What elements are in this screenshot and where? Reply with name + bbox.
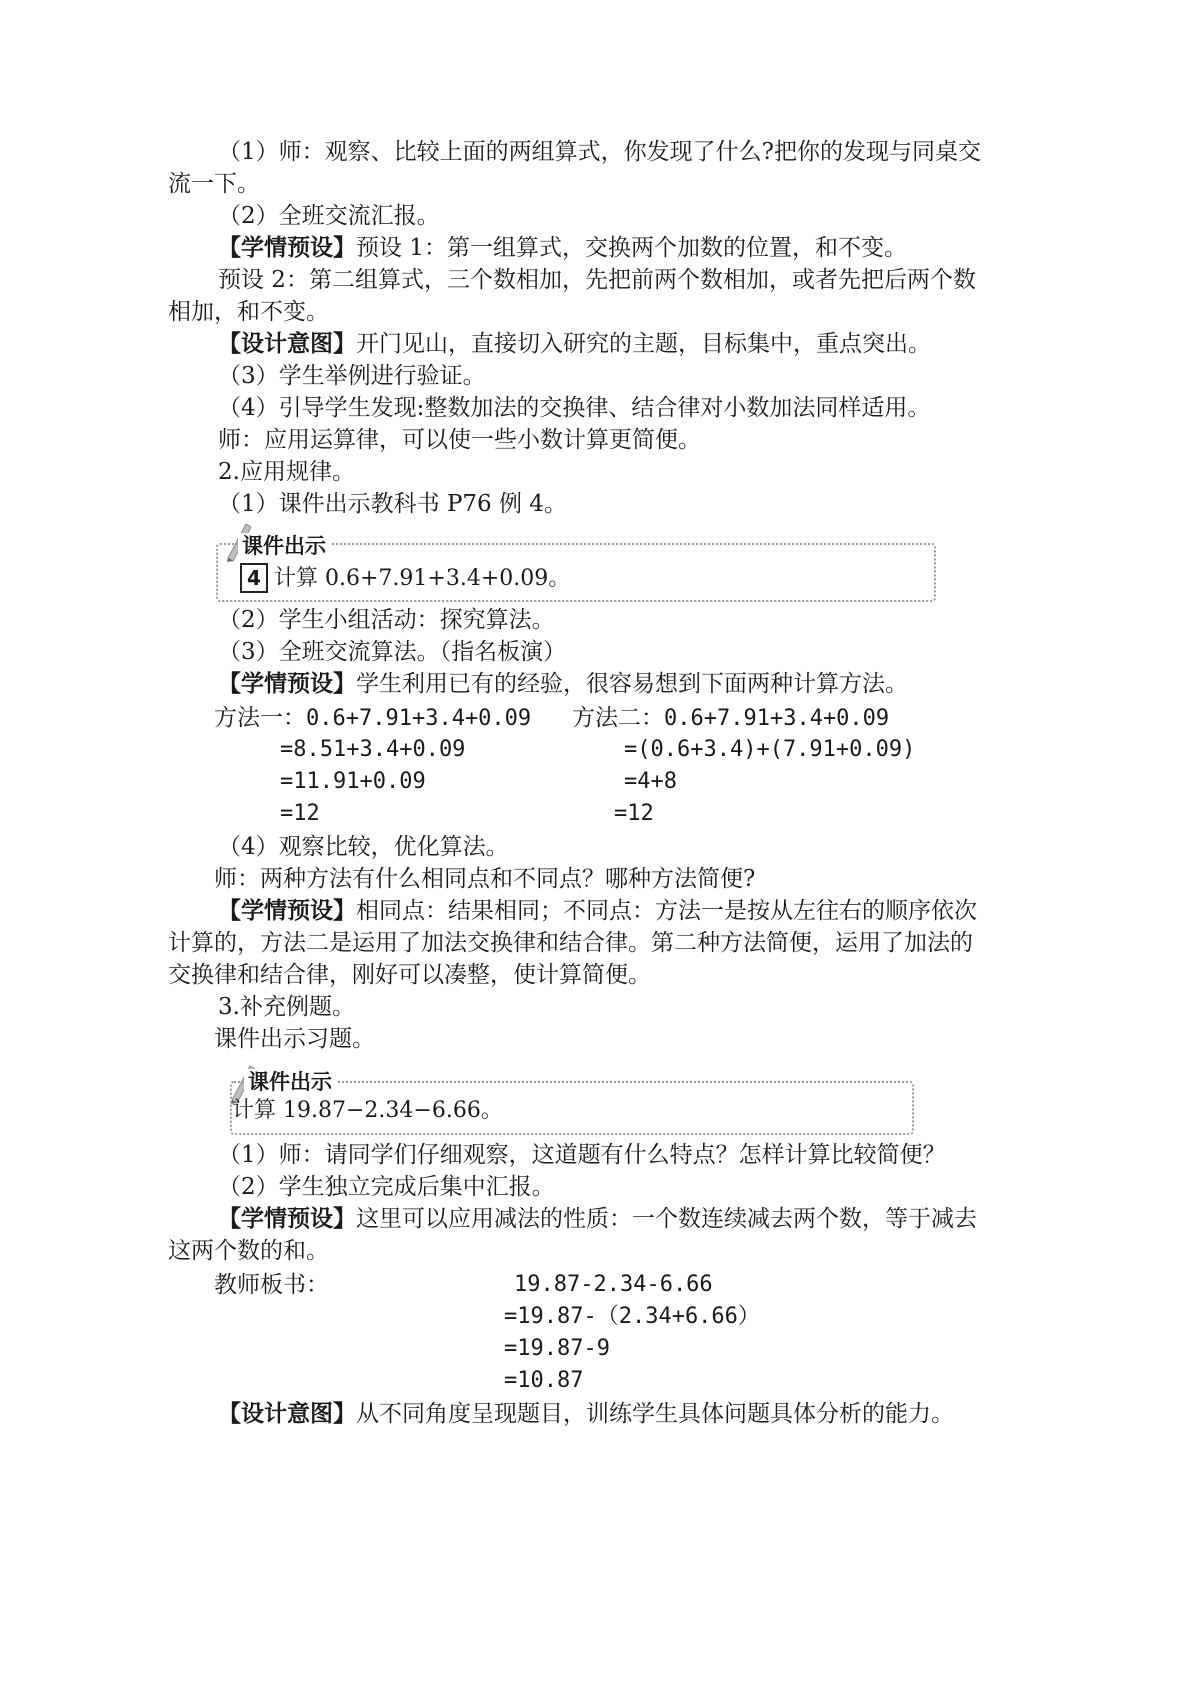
method-one: [214, 701, 531, 736]
section-heading: 3.补充例题。: [218, 994, 355, 1020]
paragraph-line: （3）学生举例进行验证。: [218, 363, 486, 389]
method-two: [572, 701, 889, 736]
paragraph-line: 【设计意图】从不同角度呈现题目，训练学生具体问题具体分析的能力。: [218, 1401, 954, 1427]
paragraph-line: 课件出示习题。: [214, 1026, 375, 1052]
paragraph-line: （1）课件出示教科书 P76 例 4。: [218, 491, 567, 517]
paragraph-line: （2）全班交流汇报。: [218, 203, 440, 229]
example-number: 4: [240, 563, 268, 593]
paragraph-line: 【学情预设】预设 1：第一组算式，交换两个加数的位置，和不变。: [218, 235, 907, 261]
formula-step: =4+8: [624, 769, 677, 794]
tag-label: 【设计意图】: [218, 1401, 356, 1427]
tag-label: 【学情预设】: [218, 1206, 356, 1232]
formula-step: =(0.6+3.4)+(7.91+0.09): [624, 737, 916, 762]
paragraph-line: 流一下。: [168, 171, 260, 197]
paragraph-line: 相加，和不变。: [168, 299, 329, 325]
formula-step: =19.87-9: [504, 1336, 610, 1361]
paragraph-line: 【学情预设】学生利用已有的经验，很容易想到下面两种计算方法。: [218, 671, 908, 697]
formula: 0.6+7.91+3.4+0.09: [306, 706, 532, 731]
method-label: 方法二：: [572, 705, 664, 731]
paragraph-line: （2）学生独立完成后集中汇报。: [218, 1174, 555, 1200]
paragraph-line: （4）引导学生发现:整数加法的交换律、结合律对小数加法同样适用。: [218, 395, 931, 421]
section-heading: 2.应用规律。: [218, 459, 355, 485]
formula-step: =12: [614, 801, 654, 826]
paragraph-line: 师：两种方法有什么相同点和不同点？哪种方法简便?: [214, 866, 756, 892]
tag-label: 【设计意图】: [218, 331, 356, 357]
paragraph-line: （1）师：观察、比较上面的两组算式，你发现了什么?把你的发现与同桌交: [218, 139, 981, 165]
paragraph-line: 这两个数的和。: [168, 1238, 329, 1264]
box-title: 课件出示: [244, 1069, 336, 1095]
formula: 19.87-2.34-6.66: [514, 1272, 713, 1297]
paragraph-line: 【设计意图】开门见山，直接切入研究的主题，目标集中，重点突出。: [218, 331, 931, 357]
tag-label: 【学情预设】: [218, 235, 356, 261]
formula-step: =12: [280, 801, 320, 826]
tag-label: 【学情预设】: [218, 671, 356, 697]
box-title: 课件出示: [238, 533, 330, 559]
paragraph-line: 【学情预设】相同点：结果相同；不同点：方法一是按从左往右的顺序依次: [218, 898, 977, 924]
paragraph-line: （4）观察比较，优化算法。: [218, 834, 509, 860]
box-content: 4 计算 0.6+7.91+3.4+0.09。: [240, 563, 570, 594]
method-label: 方法一：: [214, 705, 306, 731]
paragraph-line: 交换律和结合律，刚好可以凑整，使计算简便。: [168, 962, 651, 988]
formula-step: =19.87-（2.34+6.66）: [504, 1304, 760, 1329]
board-label: 教师板书：: [214, 1272, 329, 1298]
formula-step: =11.91+0.09: [280, 769, 426, 794]
formula-step: =10.87: [504, 1368, 584, 1393]
paragraph-line: （3）全班交流算法。（指名板演）: [218, 639, 567, 665]
formula-step: =8.51+3.4+0.09: [280, 737, 466, 762]
paragraph-line: （1）师：请同学们仔细观察，这道题有什么特点？怎样计算比较简便？: [218, 1142, 946, 1168]
paragraph-line: 预设 2：第二组算式，三个数相加，先把前两个数相加，或者先把后两个数: [218, 267, 976, 293]
box-content: 计算 19.87−2.34−6.66。: [232, 1098, 503, 1123]
paragraph-line: 【学情预设】这里可以应用减法的性质：一个数连续减去两个数，等于减去: [218, 1206, 977, 1232]
tag-label: 【学情预设】: [218, 898, 356, 924]
paragraph-line: 计算的，方法二是运用了加法交换律和结合律。第二种方法简便，运用了加法的: [168, 930, 973, 956]
formula: 0.6+7.91+3.4+0.09: [664, 706, 890, 731]
paragraph-line: （2）学生小组活动：探究算法。: [218, 607, 555, 633]
paragraph-line: 师：应用运算律，可以使一些小数计算更简便。: [218, 427, 701, 453]
